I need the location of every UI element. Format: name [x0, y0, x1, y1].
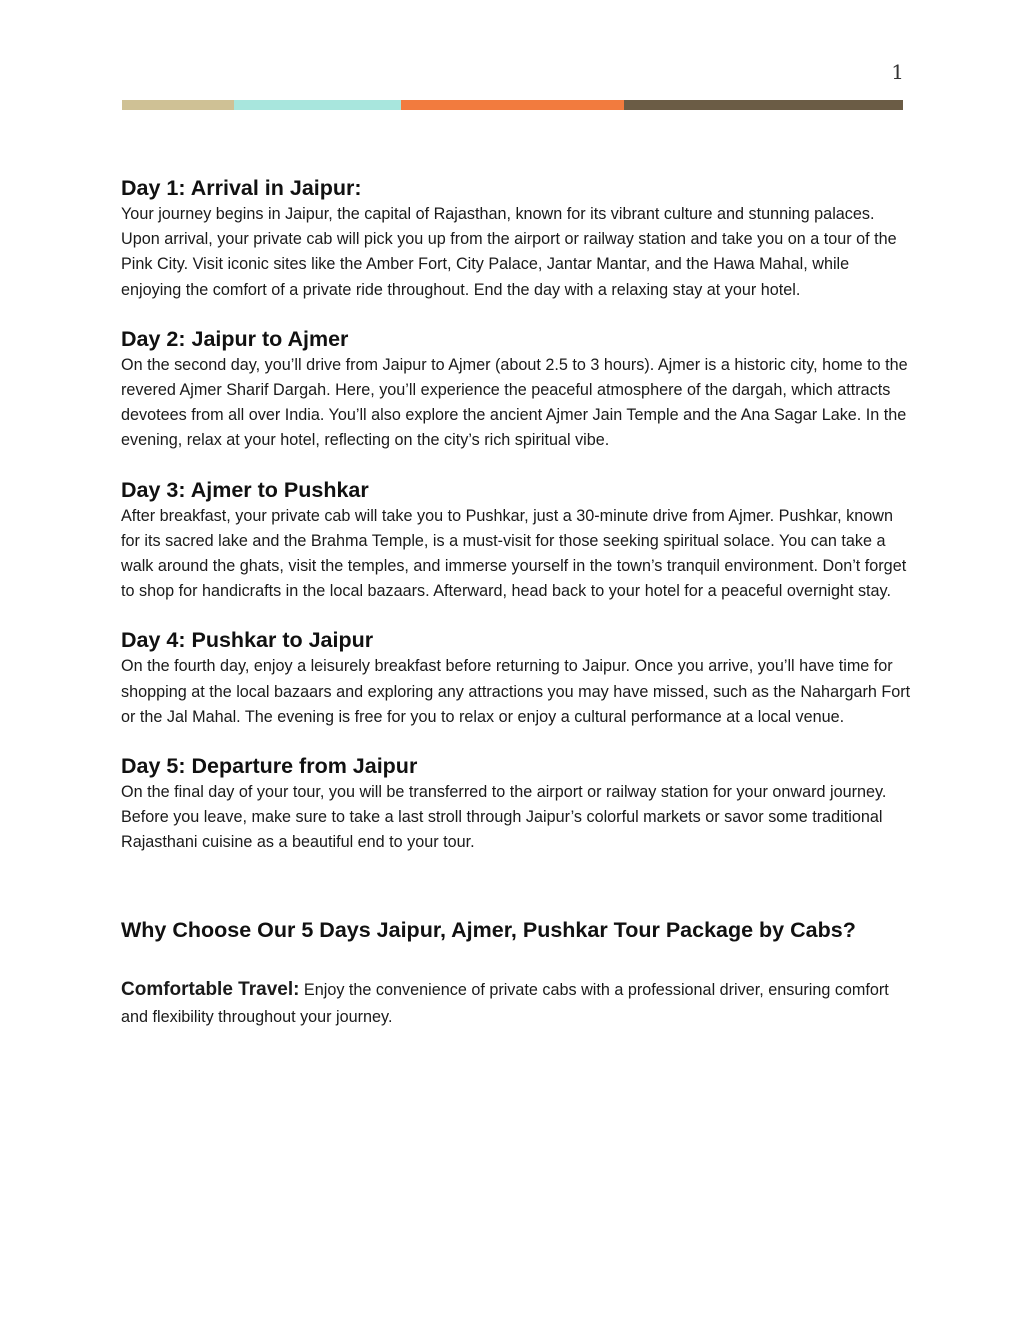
- why-choose-heading: Why Choose Our 5 Days Jaipur, Ajmer, Pushkar Tour Package by Cabs?: [121, 917, 856, 942]
- day-description: Your journey begins in Jaipur, the capital of Rajasthan, known for its vibrant culture and stunning palaces. Upon arrival, your private cab will pick you up from the airport or railway station and take you on a tour of the Pink City. Visit iconic sites like the Amber Fort, City Palace, Jantar Mantar, and the Hawa Mahal, while enjoying the comfort of a private ride throughout. End the day with a relaxing stay at your hotel.: [121, 205, 897, 299]
- page-number: 1: [891, 60, 904, 84]
- day-heading: Day 2: Jaipur to Ajmer: [121, 326, 349, 351]
- color-bar-segment-orange: [401, 100, 624, 110]
- color-bar-segment-aqua: [234, 100, 401, 110]
- day-heading: Day 1: Arrival in Jaipur:: [121, 176, 362, 200]
- decorative-color-bar: [122, 100, 903, 110]
- day-description: After breakfast, your private cab will take you to Pushkar, just a 30-minute drive from Ajmer. Pushkar, known for its sacred lake and the Brahma Temple, is a must-visit for those seeking spiritual solace. You can take a walk around the ghats, visit the temples, and immerse yourself in the town’s tranquil environment. Don’t forget to shop for handicrafts in the local bazaars. Afterward, head back to your hotel for a peaceful overnight stay.: [121, 506, 907, 601]
- feature-text: Enjoy the convenience of private cabs with a professional driver, ensuring comfort and flexibility throughout your journey.: [121, 980, 889, 1026]
- day-section-2: [121, 325, 911, 454]
- color-bar-segment-beige: [122, 100, 234, 110]
- day-heading: Day 3: Ajmer to Pushkar: [121, 477, 369, 502]
- day-heading: Day 4: Pushkar to Jaipur: [121, 628, 374, 653]
- day-section-3: [121, 476, 911, 605]
- feature-paragraph: [121, 976, 911, 1031]
- day-heading: Day 5: Departure from Jaipur: [121, 754, 418, 779]
- color-bar-segment-brown: [624, 100, 903, 110]
- day-section-5: [121, 752, 911, 856]
- document-body: [121, 174, 911, 1047]
- feature-label: Comfortable Travel:: [121, 978, 300, 1000]
- day-section-4: [121, 626, 911, 730]
- day-description: On the fourth day, enjoy a leisurely breakfast before returning to Jaipur. Once you arrive, you’ll have time for shopping at the local bazaars and exploring any attractions you may have missed, such as the Nahargarh Fort or the Jal Mahal. The evening is free for you to relax or enjoy a cultural performance at a local venue.: [121, 657, 911, 726]
- day-description: On the final day of your tour, you will be transferred to the airport or railway station for your onward journey. Before you leave, make sure to take a last stroll through Jaipur’s colorful markets or savor some traditional Rajasthani cuisine as a beautiful end to your tour.: [121, 783, 887, 852]
- day-section-1: [121, 174, 911, 303]
- day-description: On the second day, you’ll drive from Jaipur to Ajmer (about 2.5 to 3 hours). Ajmer is a historic city, home to the revered Ajmer Sharif Dargah. Here, you’ll experience the peaceful atmosphere of the dargah, which attracts devotees from all over India. You’ll also explore the ancient Ajmer Jain Temple and the Ana Sagar Lake. In the evening, relax at your hotel, reflecting on the city’s rich spiritual vibe.: [121, 355, 908, 450]
